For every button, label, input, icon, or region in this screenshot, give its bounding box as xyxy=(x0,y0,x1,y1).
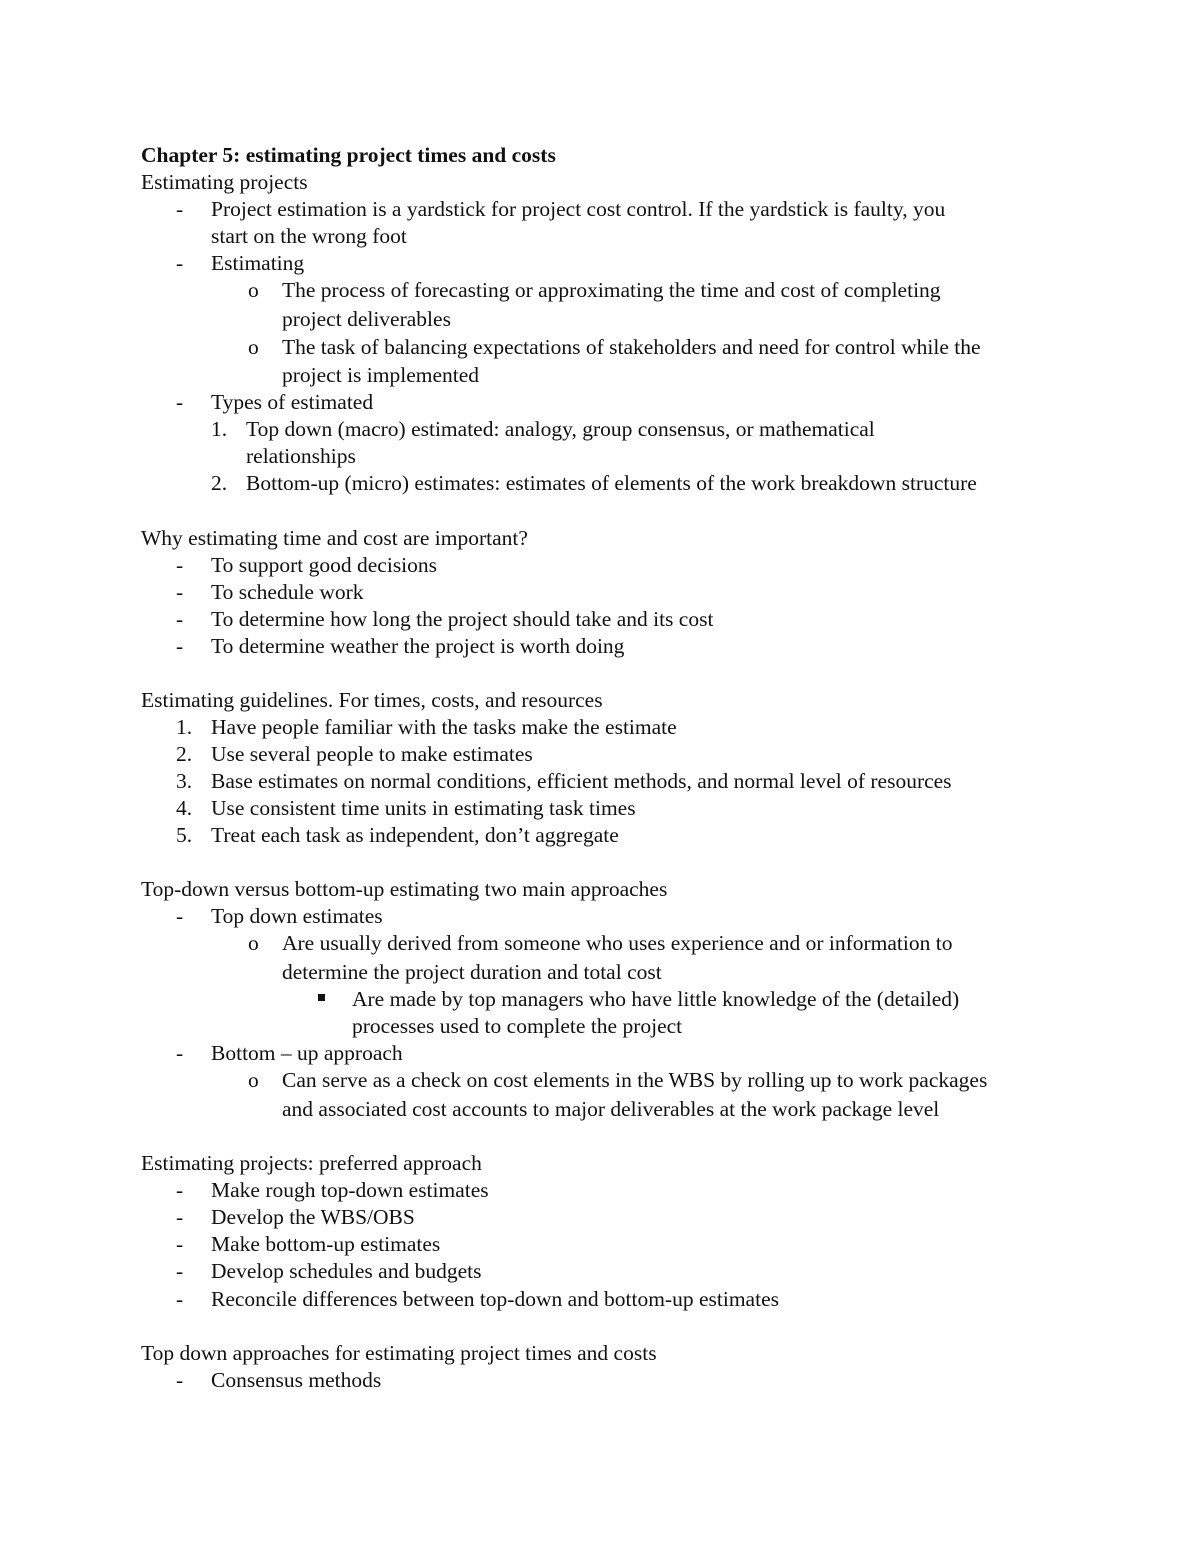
numbered-sub-item: Bottom-up (micro) estimates: estimates of elements of the work breakdown structure xyxy=(246,471,977,495)
section-heading: Estimating guidelines. For times, costs, and resources xyxy=(141,688,603,712)
numbered-sub-item: Top down (macro) estimated: analogy, group consensus, or mathematical xyxy=(246,417,875,441)
dash-bullet: - xyxy=(176,1259,184,1283)
dash-bullet: - xyxy=(176,197,184,221)
section-heading: Estimating projects xyxy=(141,170,308,194)
number-marker: 4. xyxy=(176,796,193,820)
sub-list-item: The process of forecasting or approximating the time and cost of completing xyxy=(282,278,941,302)
dash-bullet: - xyxy=(176,904,184,928)
dash-bullet: - xyxy=(176,553,184,577)
list-item: Develop the WBS/OBS xyxy=(211,1205,415,1229)
dash-bullet: - xyxy=(176,1041,184,1065)
sub-list-item: Are usually derived from someone who uses experience and or information to xyxy=(282,931,953,955)
sub-list-item: Can serve as a check on cost elements in the WBS by rolling up to work packages xyxy=(282,1068,988,1092)
dash-bullet: - xyxy=(176,607,184,631)
sub-list-item-continued: determine the project duration and total cost xyxy=(282,960,662,984)
list-item: Develop schedules and budgets xyxy=(211,1259,482,1283)
circle-bullet: o xyxy=(248,931,259,955)
list-item: Top down estimates xyxy=(211,904,383,928)
dash-bullet: - xyxy=(176,1178,184,1202)
list-item: Consensus methods xyxy=(211,1368,382,1392)
section-heading: Estimating projects: preferred approach xyxy=(141,1151,482,1175)
list-item: Make rough top-down estimates xyxy=(211,1178,489,1202)
numbered-item: Use several people to make estimates xyxy=(211,742,533,766)
dash-bullet: - xyxy=(176,390,184,414)
list-item: Estimating xyxy=(211,251,305,275)
list-item: To support good decisions xyxy=(211,553,438,577)
sub-list-item-continued: and associated cost accounts to major deliverables at the work package level xyxy=(282,1097,940,1121)
list-item: Bottom – up approach xyxy=(211,1041,403,1065)
section-heading: Why estimating time and cost are important? xyxy=(141,526,528,550)
page-title: Chapter 5: estimating project times and costs xyxy=(141,143,556,167)
numbered-item: Use consistent time units in estimating task times xyxy=(211,796,636,820)
dash-bullet: - xyxy=(176,1232,184,1256)
dash-bullet: - xyxy=(176,1368,184,1392)
list-item: To schedule work xyxy=(211,580,364,604)
square-bullet xyxy=(318,994,325,1001)
sub-list-item: The task of balancing expectations of stakeholders and need for control while the xyxy=(282,335,981,359)
section-heading: Top down approaches for estimating project times and costs xyxy=(141,1341,657,1365)
number-marker: 2. xyxy=(211,471,228,495)
number-marker: 1. xyxy=(176,715,193,739)
circle-bullet: o xyxy=(248,335,259,359)
numbered-item: Have people familiar with the tasks make the estimate xyxy=(211,715,677,739)
list-item: Reconcile differences between top-down and bottom-up estimates xyxy=(211,1287,779,1311)
dash-bullet: - xyxy=(176,251,184,275)
number-marker: 3. xyxy=(176,769,193,793)
sub-list-item-continued: project deliverables xyxy=(282,307,451,331)
dash-bullet: - xyxy=(176,634,184,658)
dash-bullet: - xyxy=(176,1205,184,1229)
sub-sub-list-item: Are made by top managers who have little knowledge of the (detailed) xyxy=(352,987,960,1011)
numbered-sub-item-continued: relationships xyxy=(246,444,356,468)
number-marker: 2. xyxy=(176,742,193,766)
section-heading: Top-down versus bottom-up estimating two main approaches xyxy=(141,877,668,901)
number-marker: 5. xyxy=(176,823,193,847)
sub-list-item-continued: project is implemented xyxy=(282,363,480,387)
dash-bullet: - xyxy=(176,580,184,604)
list-item: To determine how long the project should take and its cost xyxy=(211,607,714,631)
circle-bullet: o xyxy=(248,1068,259,1092)
sub-sub-list-item-continued: processes used to complete the project xyxy=(352,1014,683,1038)
numbered-item: Base estimates on normal conditions, efficient methods, and normal level of resources xyxy=(211,769,952,793)
list-item: Project estimation is a yardstick for project cost control. If the yardstick is faulty, you xyxy=(211,197,946,221)
list-item-continued: start on the wrong foot xyxy=(211,224,407,248)
number-marker: 1. xyxy=(211,417,228,441)
list-item: Make bottom-up estimates xyxy=(211,1232,441,1256)
numbered-item: Treat each task as independent, don’t aggregate xyxy=(211,823,619,847)
list-item: To determine weather the project is worth doing xyxy=(211,634,625,658)
list-item: Types of estimated xyxy=(211,390,374,414)
dash-bullet: - xyxy=(176,1287,184,1311)
circle-bullet: o xyxy=(248,278,259,302)
